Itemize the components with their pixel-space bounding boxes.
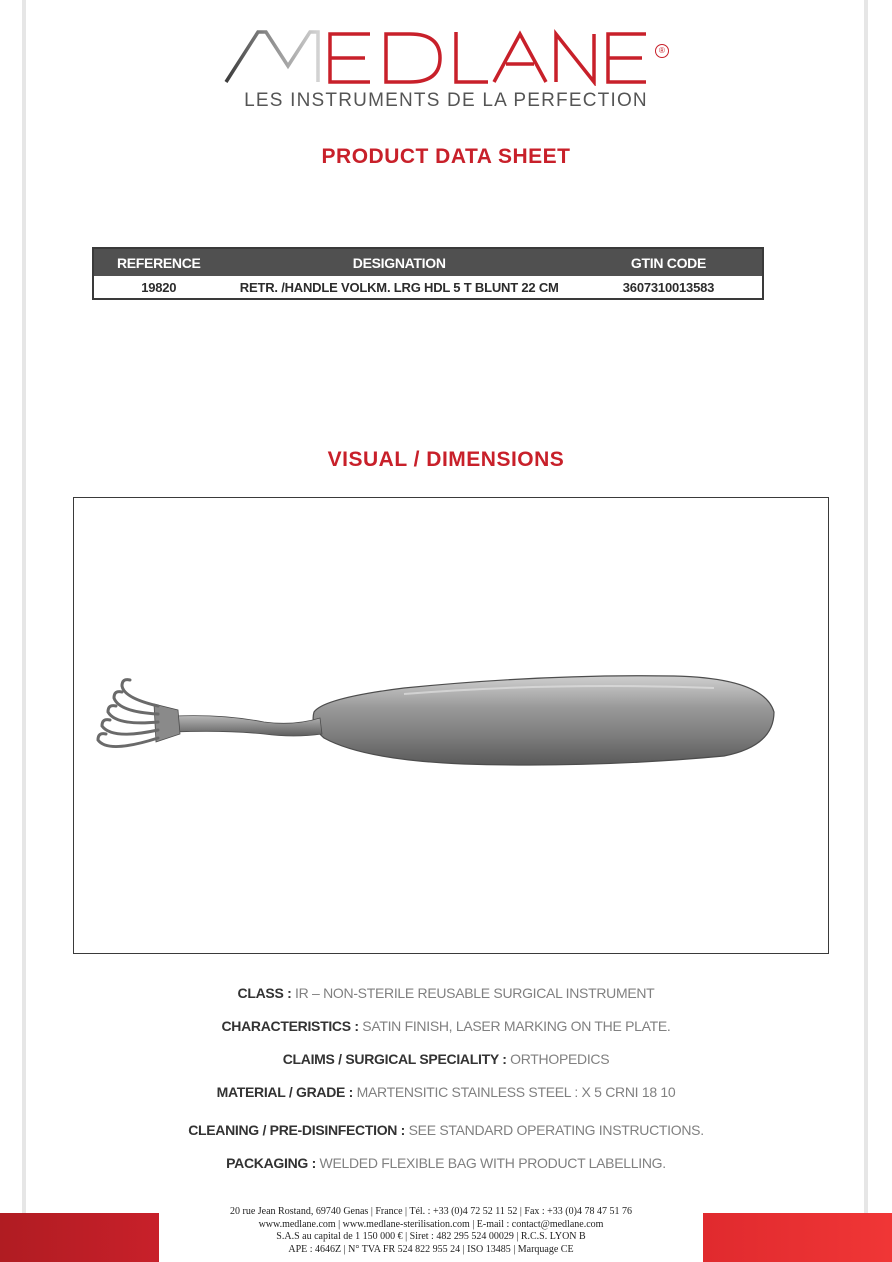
footer-legal-line: S.A.S au capital de 1 150 000 € | Siret : 482 295 524 00029 | R.C.S. LYON B xyxy=(276,1231,586,1242)
table-row xyxy=(93,276,763,299)
footer-red-bar-right xyxy=(703,1213,892,1262)
footer-company-info xyxy=(159,1206,703,1256)
footer-web-line: www.medlane.com | www.medlane-sterilisation.com | E-mail : contact@medlane.com xyxy=(258,1218,604,1230)
footer-red-bar-left xyxy=(0,1213,159,1262)
spec-cleaning: CLEANING / PRE-DISINFECTION : SEE STANDARD OPERATING INSTRUCTIONS. xyxy=(188,1122,704,1138)
header-gtin-code: GTIN CODE xyxy=(575,248,763,276)
reference-table xyxy=(92,247,764,300)
footer-address-line: 20 rue Jean Rostand, 69740 Genas | France | Tél. : +33 (0)4 72 52 11 52 | Fax : +33 (0)4 78 47 51 76 xyxy=(230,1206,632,1217)
header-designation: DESIGNATION xyxy=(224,248,575,276)
retractor-instrument-image xyxy=(74,498,830,955)
product-visual-frame xyxy=(73,497,829,954)
visual-dimensions-title: VISUAL / DIMENSIONS xyxy=(327,448,565,471)
spec-packaging: PACKAGING : WELDED FLEXIBLE BAG WITH PRODUCT LABELLING. xyxy=(226,1155,666,1171)
cell-reference: 19820 xyxy=(141,279,177,295)
brand-tagline: LES INSTRUMENTS DE LA PERFECTION xyxy=(244,90,648,111)
table-header-row xyxy=(93,248,763,276)
registered-mark: ® xyxy=(655,44,669,58)
cell-designation: RETR. /HANDLE VOLKM. LRG HDL 5 T BLUNT 22 CM xyxy=(239,279,559,295)
spec-characteristics: CHARACTERISTICS : SATIN FINISH, LASER MARKING ON THE PLATE. xyxy=(221,1018,671,1034)
medlane-logo-mark xyxy=(220,26,652,86)
footer-registration-line: APE : 4646Z | N° TVA FR 524 822 955 24 | ISO 13485 | Marquage CE xyxy=(288,1243,574,1255)
spec-class: CLASS : IR – NON-STERILE REUSABLE SURGICAL INSTRUMENT xyxy=(237,985,655,1001)
spec-claims: CLAIMS / SURGICAL SPECIALITY : ORTHOPEDICS xyxy=(282,1051,610,1067)
header-reference: REFERENCE xyxy=(93,248,224,276)
product-data-sheet-title: PRODUCT DATA SHEET xyxy=(321,145,571,168)
cell-gtin-code: 3607310013583 xyxy=(622,279,715,295)
left-border-line xyxy=(22,0,26,1262)
spec-material: MATERIAL / GRADE : MARTENSITIC STAINLESS STEEL : X 5 CRNI 18 10 xyxy=(216,1084,676,1100)
right-border-line xyxy=(864,0,868,1262)
brand-logo xyxy=(0,18,892,118)
